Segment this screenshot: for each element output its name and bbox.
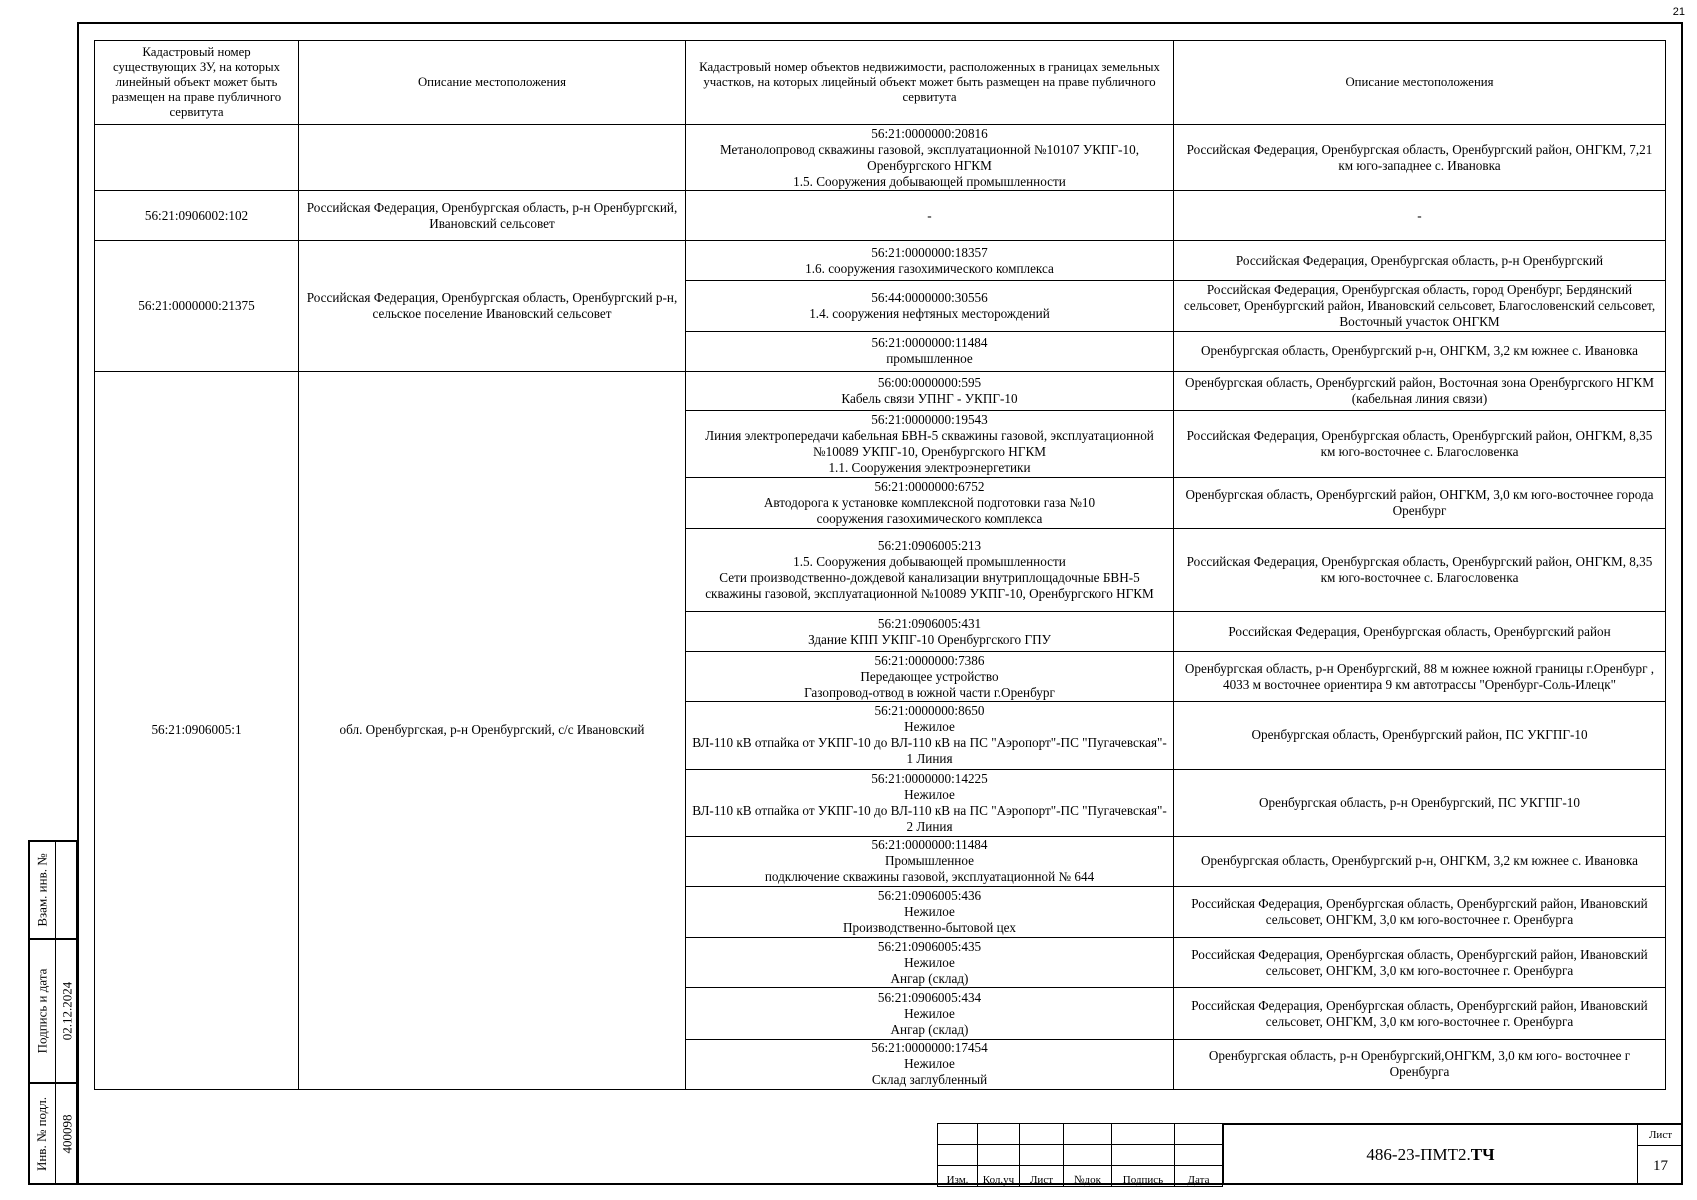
- object-location-cell: Оренбургская область, р-н Оренбургский, 88 м южнее южной границы г.Оренбург , 4033 м восточнее ориентира 9 км автотрассы "Оренбург-Соль-Илецк": [1174, 652, 1666, 702]
- table-row: [95, 371, 1666, 410]
- object-location-cell: Оренбургская область, р-н Оренбургский,ОНГКМ, 3,0 км юго- восточнее г Оренбурга: [1174, 1039, 1666, 1089]
- object-cell: -: [686, 191, 1174, 241]
- stamp-label-izm: Изм.: [938, 1166, 978, 1187]
- object-cell: 56:21:0906005:431 Здание КПП УКПГ-10 Оренбургского ГПУ: [686, 611, 1174, 651]
- object-location-cell: Российская Федерация, Оренбургская область, Оренбургский район, Ивановский сельсовет, ОНГКМ, 3,0 км юго-восточнее г. Оренбурга: [1174, 938, 1666, 988]
- header-zu-location: Описание местоположения: [299, 41, 686, 125]
- object-location-cell: Оренбургская область, р-н Оренбургский, ПС УКГПГ-10: [1174, 769, 1666, 836]
- stamp-label-list: Лист: [1020, 1166, 1064, 1187]
- object-location-cell: Российская Федерация, Оренбургская область, Оренбургский район: [1174, 611, 1666, 651]
- table-body: [95, 125, 1666, 1090]
- stamp-label-kol-uch: Кол.уч: [978, 1166, 1020, 1187]
- document-code-prefix: 486-23-ПМТ2.: [1366, 1145, 1471, 1164]
- inv-podl-label: Инв. № подл.: [34, 1096, 50, 1171]
- object-cell: 56:21:0906005:213 1.5. Сооружения добывающей промышленности Сети производственно-дождевой канализации внутриплощадочные БВН-5 скважины газовой, эксплуатационной №10089 УКПГ-10, Оренбургского НГКМ: [686, 528, 1174, 611]
- object-cell: 56:21:0000000:7386 Передающее устройство Газопровод-отвод в южной части г.Оренбург: [686, 652, 1174, 702]
- sheet-number: 17: [1653, 1158, 1668, 1174]
- object-cell: 56:21:0906005:436 Нежилое Производственно-бытовой цех: [686, 887, 1174, 938]
- servitude-table: [94, 40, 1666, 1090]
- object-location-cell: Оренбургская область, Оренбургский район, ОНГКМ, 3,0 км юго-восточнее города Оренбург: [1174, 478, 1666, 528]
- table-row: [95, 241, 1666, 280]
- object-cell: 56:21:0000000:14225 Нежилое ВЛ-110 кВ отпайка от УКПГ-10 до ВЛ-110 кВ на ПС "Аэропорт"-ПС "Пугачевская"- 2 Линия: [686, 769, 1174, 836]
- header-zu-cadastral: Кадастровый номер существующих ЗУ, на которых линейный объект может быть размещен на праве публичного сервитута: [95, 41, 299, 125]
- object-location-cell: Российская Федерация, Оренбургская область, Оренбургский район, ОНГКМ, 8,35 км юго-восточнее с. Благословенка: [1174, 411, 1666, 478]
- header-object-location: Описание местоположения: [1174, 41, 1666, 125]
- object-cell: 56:21:0000000:11484 Промышленное подключение скважины газовой, эксплуатационной № 644: [686, 836, 1174, 886]
- object-location-cell: Оренбургская область, Оренбургский район, Восточная зона Оренбургского НГКМ (кабельная линия связи): [1174, 371, 1666, 410]
- table-header-row: [95, 41, 1666, 125]
- stamp-label-podpis: Подпись: [1112, 1166, 1175, 1187]
- object-location-cell: Российская Федерация, Оренбургская область, Оренбургский район, ОНГКМ, 8,35 км юго-восточнее с. Благословенка: [1174, 528, 1666, 611]
- object-location-cell: Российская Федерация, Оренбургская область, Оренбургский район, Ивановский сельсовет, ОНГКМ, 3,0 км юго-восточнее г. Оренбурга: [1174, 887, 1666, 938]
- zu-location-cell: Российская Федерация, Оренбургская область, р-н Оренбургский, Ивановский сельсовет: [299, 191, 686, 241]
- object-location-cell: Российская Федерация, Оренбургская область, город Оренбург, Бердянский сельсовет, Оренбургский район, Ивановский сельсовет, Благословенский сельсовет, Восточный участок ОНГКМ: [1174, 280, 1666, 331]
- object-location-cell: Оренбургская область, Оренбургский район, ПС УКГПГ-10: [1174, 702, 1666, 769]
- object-cell: 56:21:0000000:11484 промышленное: [686, 331, 1174, 371]
- header-object-cadastral: Кадастровый номер объектов недвижимости, расположенных в границах земельных участков, на которых лицейный объект может быть размещен на праве публичного сервитута: [686, 41, 1174, 125]
- object-cell: 56:21:0000000:17454 Нежилое Склад заглубленный: [686, 1039, 1174, 1089]
- sheet-label: Лист: [1638, 1125, 1683, 1146]
- table-row: [95, 125, 1666, 191]
- object-cell: 56:21:0000000:8650 Нежилое ВЛ-110 кВ отпайка от УКПГ-10 до ВЛ-110 кВ на ПС "Аэропорт"-ПС "Пугачевская"- 1 Линия: [686, 702, 1174, 769]
- zu-cadastral-cell: 56:21:0906005:1: [95, 371, 299, 1089]
- object-cell: 56:21:0000000:20816 Метанолопровод скважины газовой, эксплуатационной №10107 УКПГ-10, Оренбургского НГКМ 1.5. Сооружения добывающей промышленности: [686, 125, 1174, 191]
- side-cell-sign-date: [28, 940, 78, 1084]
- inv-podl-value: 400098: [59, 1114, 75, 1153]
- zu-location-cell: [299, 125, 686, 191]
- sheet-number-box: [1637, 1123, 1683, 1185]
- object-cell: 56:21:0906005:434 Нежилое Ангар (склад): [686, 988, 1174, 1039]
- zu-cadastral-cell: 56:21:0000000:21375: [95, 241, 299, 372]
- object-cell: 56:21:0000000:18357 1.6. сооружения газохимического комплекса: [686, 241, 1174, 280]
- zu-cadastral-cell: 56:21:0906002:102: [95, 191, 299, 241]
- document-code-suffix: ТЧ: [1470, 1145, 1495, 1164]
- stamp-label-ndok: №док: [1064, 1166, 1112, 1187]
- zu-location-cell: обл. Оренбургская, р-н Оренбургский, с/с Ивановский: [299, 371, 686, 1089]
- object-location-cell: Российская Федерация, Оренбургская область, Оренбургский район, Ивановский сельсовет, ОНГКМ, 3,0 км юго-восточнее г. Оренбурга: [1174, 988, 1666, 1039]
- title-block-grid: [937, 1123, 1223, 1187]
- zu-location-cell: Российская Федерация, Оренбургская область, Оренбургский р-н, сельское поселение Ивановский сельсовет: [299, 241, 686, 372]
- side-cell-inv-podl: [28, 1084, 78, 1185]
- object-location-cell: Оренбургская область, Оренбургский р-н, ОНГКМ, 3,2 км южнее с. Ивановка: [1174, 836, 1666, 886]
- object-cell: 56:21:0000000:19543 Линия электропередачи кабельная БВН-5 скважины газовой, эксплуатационной №10089 УКПГ-10, Оренбургского НГКМ 1.1. Сооружения электроэнергетики: [686, 411, 1174, 478]
- object-location-cell: Российская Федерация, Оренбургская область, Оренбургский район, ОНГКМ, 7,21 км юго-западнее с. Ивановка: [1174, 125, 1666, 191]
- stamp-label-data: Дата: [1175, 1166, 1223, 1187]
- object-cell: 56:44:0000000:30556 1.4. сооружения нефтяных месторождений: [686, 280, 1174, 331]
- side-cell-vzam-inv: [28, 840, 78, 940]
- document-code: [1222, 1123, 1637, 1185]
- object-cell: 56:00:0000000:595 Кабель связи УПНГ - УКПГ-10: [686, 371, 1174, 410]
- object-location-cell: Оренбургская область, Оренбургский р-н, ОНГКМ, 3,2 км южнее с. Ивановка: [1174, 331, 1666, 371]
- page-number: 21: [1672, 6, 1685, 18]
- sign-date-value: 02.12.2024: [59, 981, 75, 1041]
- object-cell: 56:21:0906005:435 Нежилое Ангар (склад): [686, 938, 1174, 988]
- table-row: [95, 191, 1666, 241]
- sign-date-label: Подпись и дата: [34, 968, 50, 1054]
- object-cell: 56:21:0000000:6752 Автодорога к установке комплексной подготовки газа №10 сооружения газохимического комплекса: [686, 478, 1174, 528]
- zu-cadastral-cell: [95, 125, 299, 191]
- object-location-cell: -: [1174, 191, 1666, 241]
- object-location-cell: Российская Федерация, Оренбургская область, р-н Оренбургский: [1174, 241, 1666, 280]
- vzam-inv-label: Взам. инв. №: [34, 853, 50, 927]
